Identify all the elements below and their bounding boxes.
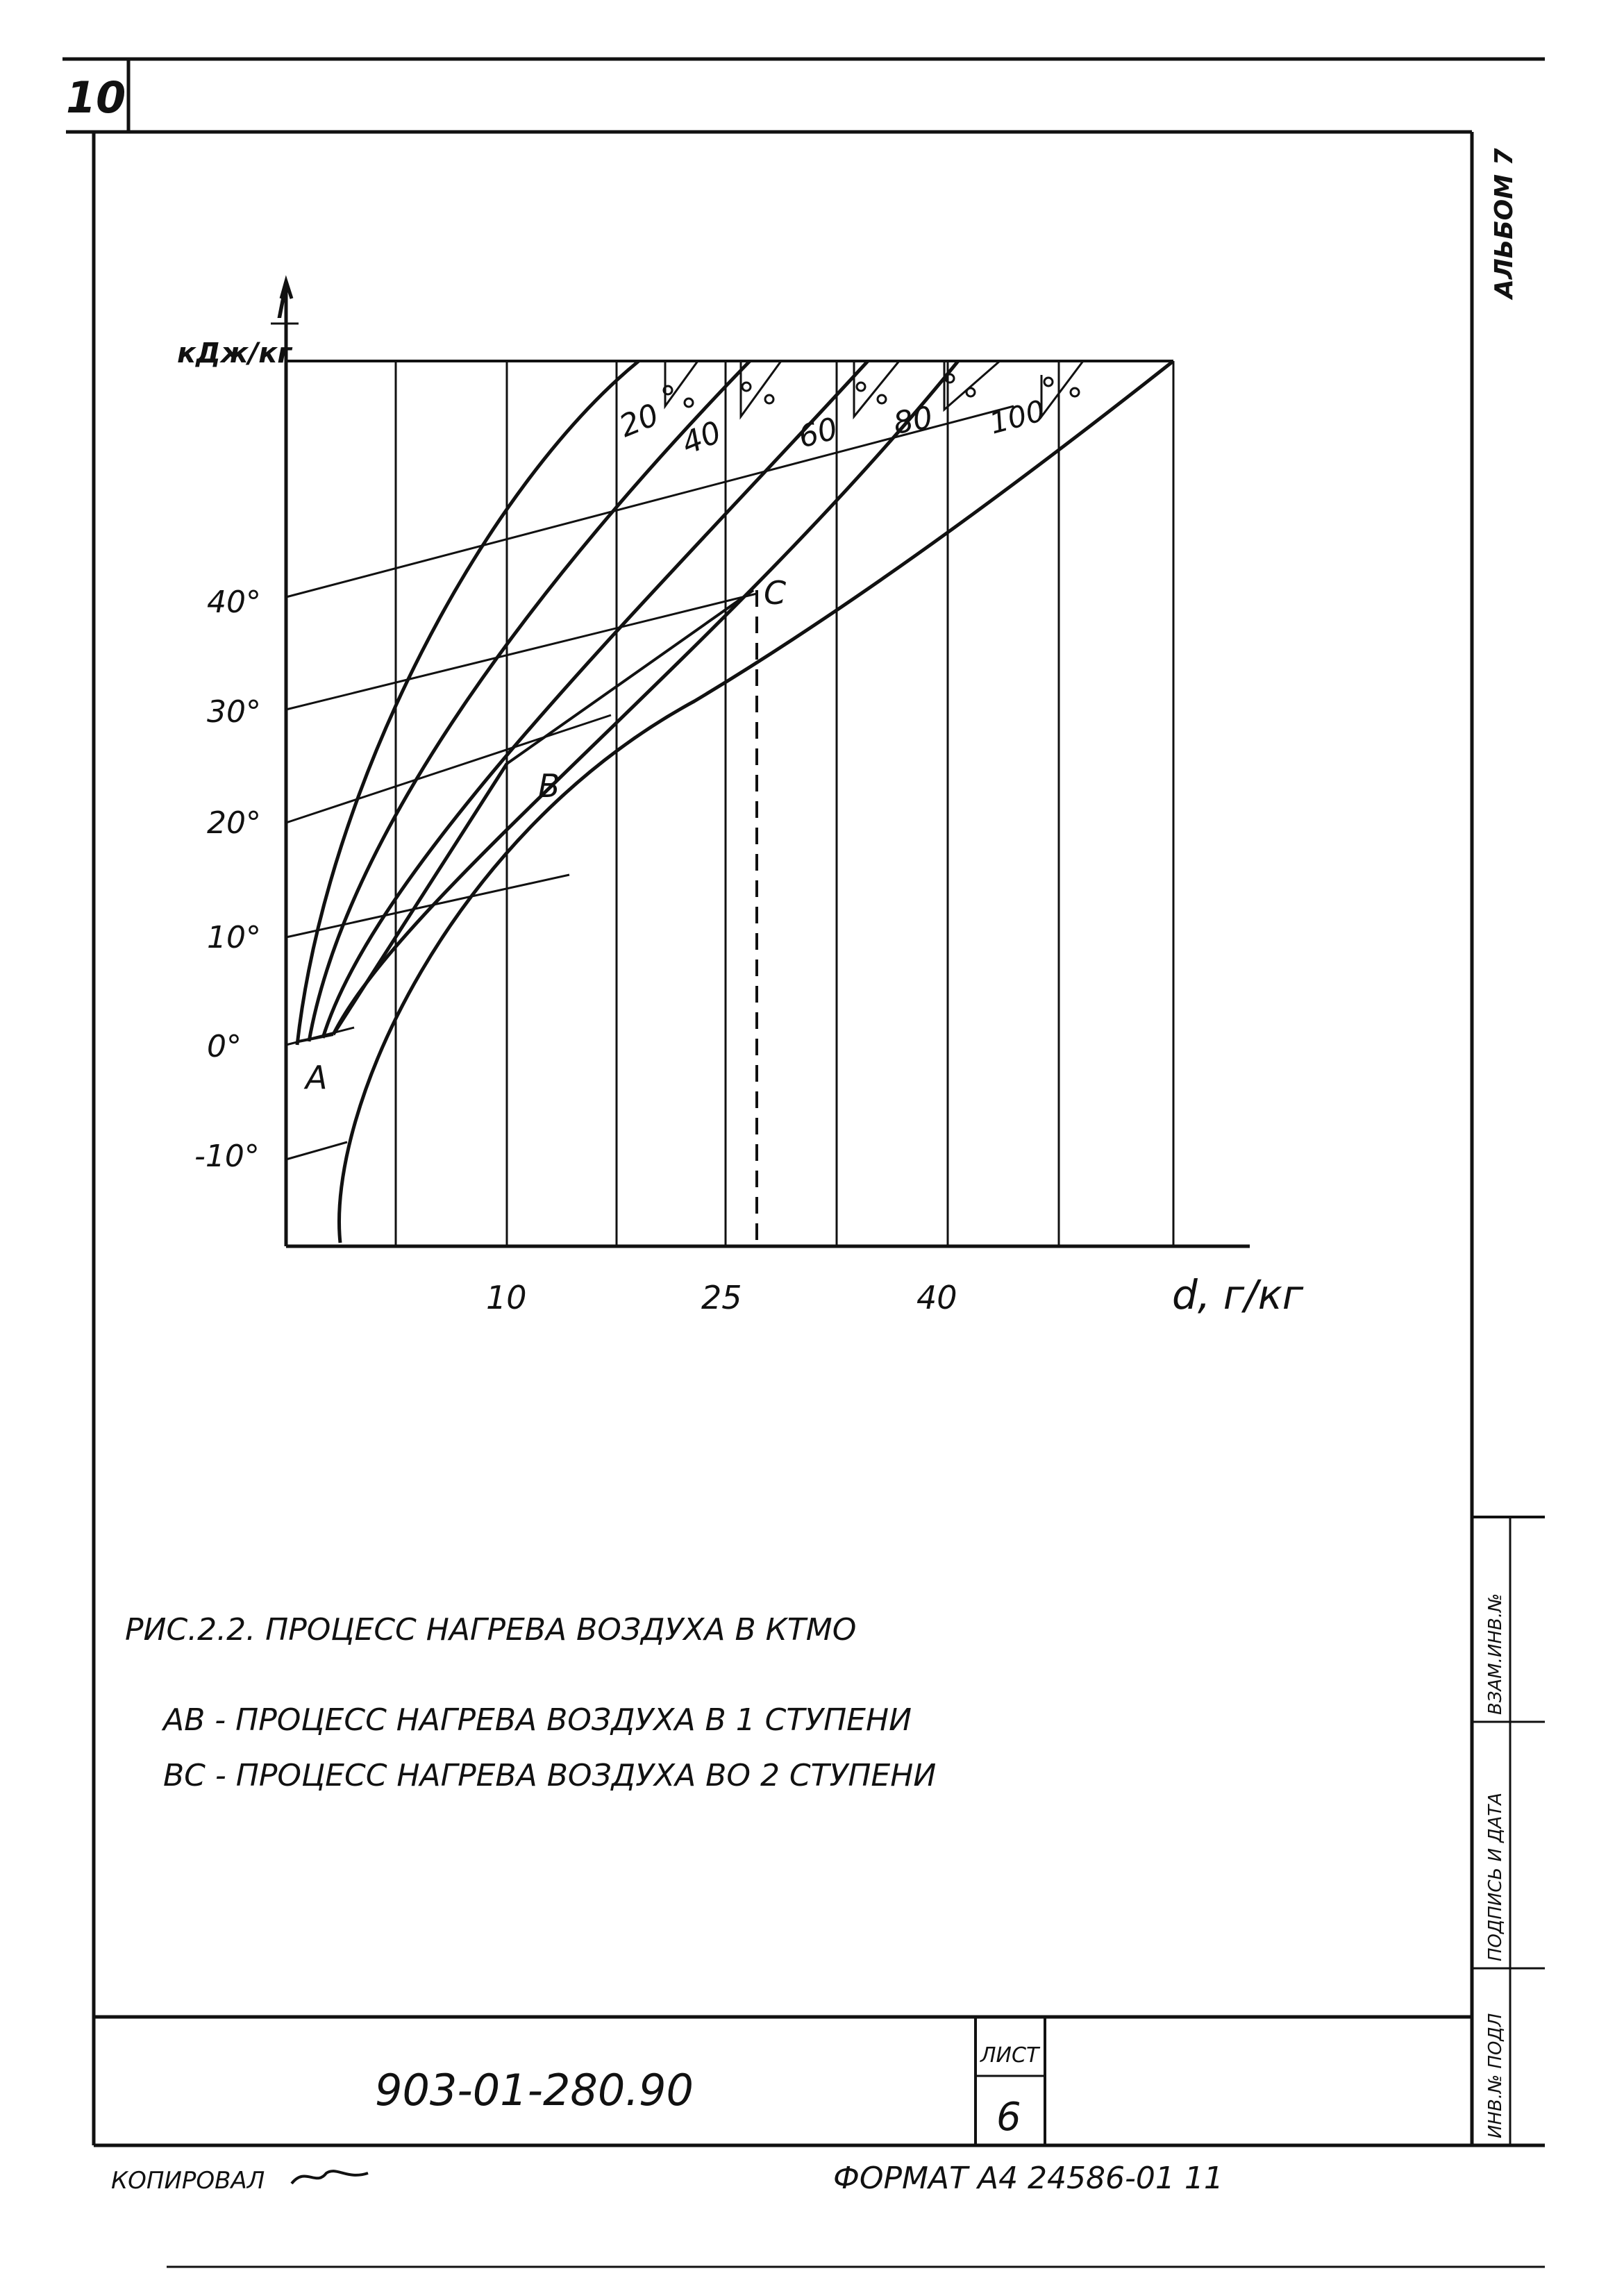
- format-label: ФОРМАТ А4 24586-01 11: [833, 2161, 1223, 2196]
- humidity-label-40: 40: [677, 414, 727, 462]
- point-b-label: В: [538, 767, 560, 805]
- page-number: 10: [66, 72, 126, 123]
- x-tick-label-25: 25: [701, 1279, 742, 1316]
- copied-label: КОПИРОВАЛ: [111, 2167, 265, 2195]
- temp-label-minus-10: -10°: [194, 1139, 260, 1174]
- legend-ab: АВ - ПРОЦЕСС НАГРЕВА ВОЗДУХА В 1 СТУПЕНИ: [163, 1702, 912, 1738]
- x-axis-label: d, г/кг: [1172, 1271, 1304, 1318]
- y-axis-symbol: I: [276, 283, 288, 328]
- humidity-labels: [614, 394, 1048, 462]
- temp-label-20: 20°: [207, 805, 261, 841]
- temp-label-30: 30°: [207, 694, 261, 730]
- temperature-labels: [194, 585, 261, 1174]
- humidity-label-80: 80: [891, 399, 936, 442]
- point-a-label: А: [305, 1059, 328, 1096]
- x-tick-labels: [486, 1279, 957, 1316]
- legend-bc: ВС - ПРОЦЕСС НАГРЕВА ВОЗДУХА ВО 2 СТУПЕНИ: [163, 1758, 937, 1793]
- humidity-label-60: 60: [794, 410, 842, 455]
- humidity-curves: [297, 361, 1173, 1243]
- side-signature-date-label: ПОДПИСЬ И ДАТА: [1485, 1792, 1506, 1961]
- sheet-number: 6: [996, 2095, 1021, 2140]
- id-chart: [177, 281, 1304, 1318]
- point-c-label: С: [764, 574, 787, 612]
- copier-signature: [292, 2171, 368, 2184]
- side-stamp: АЛЬБОМ 7: [1490, 148, 1518, 299]
- figure-caption: РИС.2.2. ПРОЦЕСС НАГРЕВА ВОЗДУХА В КТМО: [125, 1612, 857, 1648]
- x-tick-label-10: 10: [486, 1279, 527, 1316]
- side-inv-number-label: ИНВ.№ ПОДЛ: [1485, 2013, 1506, 2138]
- temp-label-0: 0°: [207, 1029, 242, 1064]
- moisture-gridlines: [396, 361, 1173, 1246]
- sheet-label: ЛИСТ: [980, 2043, 1039, 2068]
- side-replacement-label: ВЗАМ.ИНВ.№: [1485, 1593, 1506, 1715]
- humidity-label-100: 100: [985, 393, 1049, 441]
- document-number: 903-01-280.90: [375, 2065, 694, 2115]
- y-axis-unit: кДж/кг: [177, 337, 292, 369]
- temp-label-10: 10°: [207, 920, 261, 955]
- x-tick-label-40: 40: [916, 1279, 957, 1316]
- temp-label-40: 40°: [207, 585, 261, 620]
- humidity-label-20: 20: [614, 396, 664, 445]
